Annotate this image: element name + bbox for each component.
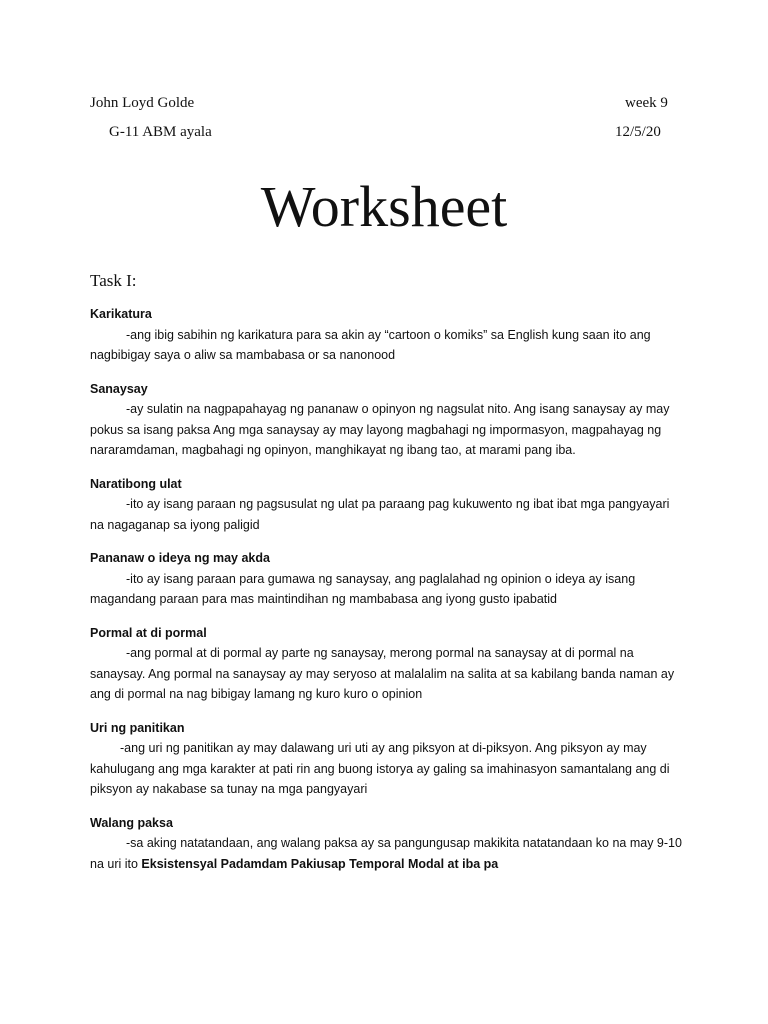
entry-definition: -ito ay isang paraan ng pagsusulat ng ulat pa paraang pag kukuwento ng ibat ibat mga pangyayari na nagaganap sa iyong paligid — [90, 497, 670, 532]
entry-definition: -ang ibig sabihin ng karikatura para sa akin ay “cartoon o komiks” sa English kung saan ito ang nagbibigay saya o aliw sa mambabasa or sa nanonood — [90, 327, 651, 362]
entry-definition: -ang uri ng panitikan ay may dalawang uri uti ay ang piksyon at di-piksyon. Ang piksyon ay may kahulugang ang mga karakter at pati rin ang buong istorya ay galing sa imahinasyon samantalang ang di piksyon ay nakabase sa tunay na mga pangyayari — [90, 741, 670, 796]
entry-naratibong-ulat — [90, 474, 682, 536]
student-name: John Loyd Golde — [90, 95, 195, 111]
entry-term: Pormal at di pormal — [90, 625, 207, 640]
entry-pormal — [90, 623, 682, 705]
entry-uri-ng-panitikan — [90, 718, 682, 800]
entry-definition-text: -sa aking natatandaan, ang walang paksa ay sa pangungusap makikita natatandaan ko na may 9-10 na uri ito — [90, 836, 682, 871]
entry-definition: -ang pormal at di pormal ay parte ng sanaysay, merong pormal na sanaysay at di pormal na sanaysay. Ang pormal na sanaysay ay may seryoso at malalalim na salita at sa kabilang banda naman ay ang di pormal na nag bibigay lamang ng kuro kuro o opinion — [90, 646, 675, 701]
entry-definition-bold: Eksistensyal Padamdam Pakiusap Temporal Modal at iba pa — [141, 856, 499, 871]
entry-walang-paksa — [90, 813, 682, 875]
entry-term: Walang paksa — [90, 815, 173, 830]
student-section: G-11 ABM ayala — [109, 124, 212, 140]
entry-pananaw — [90, 548, 682, 610]
entry-term: Karikatura — [90, 307, 152, 321]
entries-list — [90, 304, 682, 887]
entry-term: Sanaysay — [90, 381, 148, 396]
entry-term: Naratibong ulat — [90, 476, 182, 491]
entry-definition — [90, 833, 682, 874]
entry-term: Uri ng panitikan — [90, 720, 185, 735]
entry-term: Pananaw o ideya ng may akda — [90, 551, 270, 565]
week-label: week 9 — [625, 95, 668, 111]
entry-karikatura — [90, 304, 682, 366]
entry-sanaysay — [90, 379, 682, 461]
entry-definition: -ito ay isang paraan para gumawa ng sanaysay, ang paglalahad ng opinion o ideya ay isang magandang paraan para mas maintindihan ng mambabasa ang iyong gusto ipabatid — [90, 571, 636, 606]
entry-definition: -ay sulatin na nagpapahayag ng pananaw o opinyon ng nagsulat nito. Ang isang sanaysay ay may pokus sa isang paksa Ang mga sanaysay ay may layong magbahagi ng impormasyon, magpahayag ng nararamdaman, magbahagi ng opinyon, manghikayat ng ibang tao, at marami pang iba. — [90, 402, 670, 457]
task-heading: Task I: — [90, 271, 137, 290]
document-date: 12/5/20 — [615, 124, 661, 140]
page-title: Worksheet — [260, 174, 508, 239]
